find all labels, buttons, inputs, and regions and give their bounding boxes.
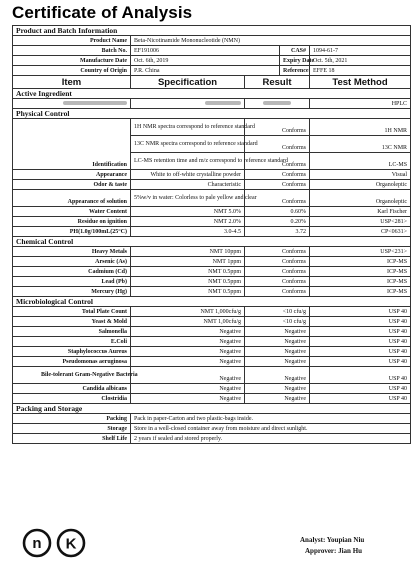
row-result: Conforms (245, 180, 310, 190)
row-item: Yeast & Mold (13, 317, 131, 327)
origin-row (13, 66, 411, 76)
section-title-product: Product and Batch Information (13, 26, 411, 36)
document-title: Certificate of Analysis (12, 3, 193, 22)
row-spec: Negative (131, 357, 245, 367)
row-method: USP 40 (310, 307, 411, 317)
row-spec: NMT 1ppm (131, 257, 245, 267)
table-row (13, 170, 411, 180)
row-result: Conforms (245, 267, 310, 277)
section-title-packing: Packing and Storage (13, 404, 411, 414)
row-item: PH(1.0g/100mL(25°C) (13, 227, 131, 237)
row-value: Pack in paper-Carton and two plastic-bags inside. (131, 414, 411, 424)
cas-label: CAS# (280, 46, 310, 56)
redacted-text (63, 101, 127, 105)
row-spec: LC-MS retention time and m/z correspond to reference standard (131, 153, 245, 170)
row-result: Conforms (245, 170, 310, 180)
redacted-item (13, 99, 131, 109)
table-row (13, 357, 411, 367)
row-result: Negative (245, 347, 310, 357)
row-spec: NMT 2.0% (131, 217, 245, 227)
section-row (13, 109, 411, 119)
row-item: Packing (13, 414, 131, 424)
row-result: 0.60% (245, 207, 310, 217)
row-result: Conforms (245, 277, 310, 287)
section-row (13, 26, 411, 36)
expiry-date-value: Oct. 5th, 2021 (310, 56, 411, 66)
row-spec: 5%w/v in water: Colorless to pale yellow and clear (131, 190, 245, 207)
redacted-text (205, 101, 241, 105)
row-method: USP<231> (310, 247, 411, 257)
row-value: 2 years if sealed and stored properly. (131, 434, 411, 444)
row-result: Conforms (245, 287, 310, 297)
table-row (13, 367, 411, 384)
section-title-chemical: Chemical Control (13, 237, 411, 247)
signature-block (300, 535, 364, 557)
row-method: 13C NMR (310, 136, 411, 153)
row-spec: NMT 5.0% (131, 207, 245, 217)
row-item: Arsenic (As) (13, 257, 131, 267)
cas-value: 1094-61-7 (310, 46, 411, 56)
row-method: USP 40 (310, 384, 411, 394)
row-result: Conforms (245, 257, 310, 267)
table-row (13, 424, 411, 434)
row-result: Conforms (245, 119, 310, 136)
table-row (13, 277, 411, 287)
batch-value: EF191006 (131, 46, 280, 56)
row-spec: White to off-white crystalline powder (131, 170, 245, 180)
table-row (13, 119, 411, 136)
row-spec: NMT 0.5ppm (131, 287, 245, 297)
row-result: Negative (245, 357, 310, 367)
row-item: Clostridia (13, 394, 131, 404)
section-title-physical: Physical Control (13, 109, 411, 119)
redacted-text (263, 101, 291, 105)
row-result: <10 cfu/g (245, 317, 310, 327)
redacted-spec (131, 99, 245, 109)
table-row (13, 327, 411, 337)
row-spec: 1H NMR spectra correspond to reference standard (131, 119, 245, 136)
expiry-date-label: Expiry Date (280, 56, 310, 66)
row-item: Appearance (13, 170, 131, 180)
table-row (13, 347, 411, 357)
row-item: Shelf Life (13, 434, 131, 444)
row-spec: Negative (131, 394, 245, 404)
table-row (13, 190, 411, 207)
row-method: USP<281> (310, 217, 411, 227)
row-result: Conforms (245, 247, 310, 257)
row-method: LC-MS (310, 153, 411, 170)
row-result: Conforms (245, 136, 310, 153)
row-method: USP 40 (310, 327, 411, 337)
row-method: USP 40 (310, 337, 411, 347)
row-item: Pseudomonas aeruginosa (13, 357, 131, 367)
row-spec: Negative (131, 327, 245, 337)
section-title-active: Active Ingredient (13, 89, 411, 99)
reference-label: Reference (280, 66, 310, 76)
row-item: Staphylococcus Aureus (13, 347, 131, 357)
row-result: Conforms (245, 190, 310, 207)
redacted-result (245, 99, 310, 109)
table-row (13, 207, 411, 217)
section-title-micro: Microbiological Control (13, 297, 411, 307)
product-name-value: Beta-Nicotinamide Mononucleotide (NMN) (131, 36, 411, 46)
row-result: 0.20% (245, 217, 310, 227)
table-row (13, 287, 411, 297)
table-row (13, 337, 411, 347)
product-name-row (13, 36, 411, 46)
row-item: Candida albicans (13, 384, 131, 394)
row-result: 3.72 (245, 227, 310, 237)
table-row (13, 227, 411, 237)
section-row (13, 404, 411, 414)
row-method: Karl Fischer (310, 207, 411, 217)
row-method: USP 40 (310, 317, 411, 327)
row-item: Total Plate Count (13, 307, 131, 317)
row-item: Mercury (Hg) (13, 287, 131, 297)
row-method: USP 40 (310, 394, 411, 404)
row-method: Organoleptic (310, 190, 411, 207)
table-row (13, 267, 411, 277)
origin-value: P.R. China (131, 66, 280, 76)
row-result: Negative (245, 384, 310, 394)
row-result: Negative (245, 327, 310, 337)
row-item: Heavy Metals (13, 247, 131, 257)
origin-label: Country of Origin (13, 66, 131, 76)
row-result: Negative (245, 394, 310, 404)
row-item: Identification (13, 119, 131, 170)
column-header-row (13, 76, 411, 89)
row-method: Organoleptic (310, 180, 411, 190)
kosher-k-logo-icon (56, 528, 86, 558)
reference-value: EFFE 18 (310, 66, 411, 76)
row-item: Salmonella (13, 327, 131, 337)
row-spec: Characteristic (131, 180, 245, 190)
table-row (13, 317, 411, 327)
row-value: Store in a well-closed container away from moisture and direct sunlight. (131, 424, 411, 434)
table-row (13, 257, 411, 267)
row-result: Negative (245, 367, 310, 384)
section-row (13, 89, 411, 99)
row-spec: 13C NMR spectra correspond to reference standard (131, 136, 245, 153)
row-spec: Negative (131, 384, 245, 394)
table-row (13, 217, 411, 227)
column-header-test-method: Test Method (310, 76, 411, 89)
row-item: Appearance of solution (13, 190, 131, 207)
row-method: USP 40 (310, 367, 411, 384)
row-item: Bile-tolerant Gram-Negative Bacteria (13, 367, 131, 384)
date-row (13, 56, 411, 66)
batch-label: Batch No. (13, 46, 131, 56)
row-method: CP<0631> (310, 227, 411, 237)
column-header-item: Item (13, 76, 131, 89)
section-row (13, 237, 411, 247)
product-name-label: Product Name (13, 36, 131, 46)
row-method: ICP-MS (310, 267, 411, 277)
row-item: Cadmium (Cd) (13, 267, 131, 277)
row-method: ICP-MS (310, 257, 411, 267)
row-result: Conforms (245, 153, 310, 170)
row-spec: Negative (131, 347, 245, 357)
row-item: Storage (13, 424, 131, 434)
row-spec: 3.0-4.5 (131, 227, 245, 237)
approver-name: Approver: Jian Hu (305, 547, 363, 555)
table-row (13, 434, 411, 444)
row-item: Odor & taste (13, 180, 131, 190)
row-spec: Negative (131, 367, 245, 384)
coa-table (12, 25, 411, 444)
row-method: Visual (310, 170, 411, 180)
row-method: ICP-MS (310, 277, 411, 287)
row-spec: NMT 10ppm (131, 247, 245, 257)
row-spec: NMT 1,000cfu/g (131, 307, 245, 317)
row-method: USP 40 (310, 357, 411, 367)
row-item: Lead (Pb) (13, 277, 131, 287)
row-result: Negative (245, 337, 310, 347)
row-method: 1H NMR (310, 119, 411, 136)
row-spec: NMT 0.5ppm (131, 267, 245, 277)
row-spec: Negative (131, 337, 245, 347)
row-item: Water Content (13, 207, 131, 217)
table-row (13, 247, 411, 257)
active-method: HPLC (310, 99, 411, 109)
table-row (13, 307, 411, 317)
row-item: Residue on ignition (13, 217, 131, 227)
row-spec: NMT 0.5ppm (131, 277, 245, 287)
row-item: E.Coli (13, 337, 131, 347)
row-method: USP 40 (310, 347, 411, 357)
column-header-result: Result (245, 76, 310, 89)
row-result: <10 cfu/g (245, 307, 310, 317)
table-row (13, 384, 411, 394)
table-row (13, 180, 411, 190)
halal-n-logo-icon (22, 528, 52, 558)
row-spec: NMT 1,00cfu/g (131, 317, 245, 327)
logo-glyph: K (65, 535, 77, 553)
section-row (13, 297, 411, 307)
active-ingredient-row (13, 99, 411, 109)
batch-row (13, 46, 411, 56)
row-method: ICP-MS (310, 287, 411, 297)
column-header-specification: Specification (131, 76, 245, 89)
table-row (13, 394, 411, 404)
analyst-name: Analyst: Youpian Niu (300, 536, 365, 544)
manufacture-date-label: Manufacture Date (13, 56, 131, 66)
manufacture-date-value: Oct. 6th, 2019 (131, 56, 280, 66)
logo-glyph: n (32, 535, 42, 552)
table-row (13, 414, 411, 424)
